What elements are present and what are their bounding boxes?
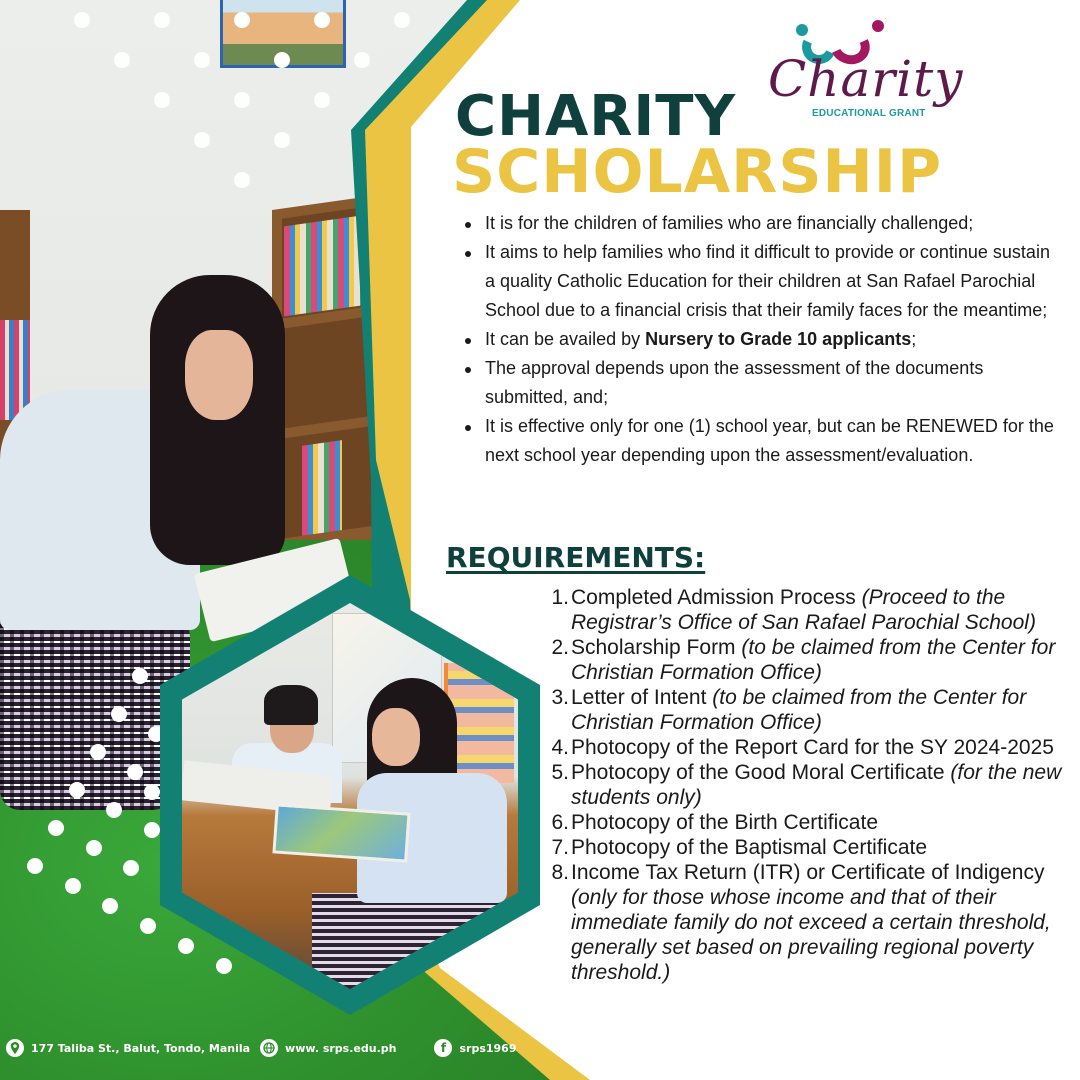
girl-face [372, 708, 420, 766]
footer-website[interactable]: www. srps.edu.ph [260, 1039, 396, 1057]
logo-tagline: EDUCATIONAL GRANT [812, 108, 926, 119]
logo-figure-magenta-icon [872, 20, 884, 32]
description-bullet: The approval depends upon the assessment of the documents submitted, and; [463, 354, 1063, 412]
page-title-line2: SCHOLARSHIP [452, 137, 943, 207]
logo-script-text: Charity [768, 50, 964, 108]
scholarship-description-list [463, 209, 1063, 470]
description-bullet: It is effective only for one (1) school year, but can be RENEWED for the next school year depending upon the assessment/evaluation. [463, 412, 1063, 470]
description-bullet: It aims to help families who find it difficult to provide or continue sustain a quality Catholic Education for their children at San Rafael Parochial School due to a financial crisis that their family faces for the meantime; [463, 238, 1063, 325]
facebook-icon: f [434, 1039, 452, 1057]
footer-address: 177 Taliba St., Balut, Tondo, Manila [6, 1039, 250, 1057]
eligibility-highlight: Nursery to Grade 10 applicants [645, 329, 912, 349]
charity-educational-grant-logo [762, 20, 964, 130]
open-atlas-map [272, 803, 410, 862]
description-bullet: It is for the children of families who are financially challenged; [463, 209, 1063, 238]
contact-footer [6, 1039, 526, 1057]
location-pin-icon [6, 1039, 24, 1057]
description-bullet: It can be availed by Nursery to Grade 10 applicants; [463, 325, 1063, 354]
student-face [185, 330, 253, 420]
requirement-item: 8. Income Tax Return (ITR) or Certificate of Indigency (only for those whose income and that of their immediate family do not exceed a certain threshold, generally set based on prevailing regional poverty threshold.) [551, 861, 1051, 984]
boy-hair [264, 685, 318, 725]
requirement-item: 2. Scholarship Form (to be claimed from the Center for Christian Formation Office) [551, 636, 1056, 684]
requirement-item: 4. Photocopy of the Report Card for the SY 2024-2025 [551, 736, 1054, 759]
requirements-heading: REQUIREMENTS: [446, 541, 706, 574]
requirement-item: 5. Photocopy of the Good Moral Certificate (for the new students only) [551, 761, 1062, 809]
globe-icon [260, 1039, 278, 1057]
requirement-item: 7. Photocopy of the Baptismal Certificate [551, 836, 928, 859]
page-title-line1: CHARITY [455, 84, 737, 149]
requirement-item: 1. Completed Admission Process (Proceed to the Registrar’s Office of San Rafael Parochial School) [551, 586, 1036, 634]
requirements-list [543, 585, 1063, 985]
student-hair [150, 275, 285, 565]
footer-facebook[interactable]: f srps1969 [434, 1039, 516, 1057]
requirement-item: 3. Letter of Intent (to be claimed from the Center for Christian Formation Office) [551, 686, 1027, 734]
requirement-item: 6. Photocopy of the Birth Certificate [551, 811, 878, 834]
